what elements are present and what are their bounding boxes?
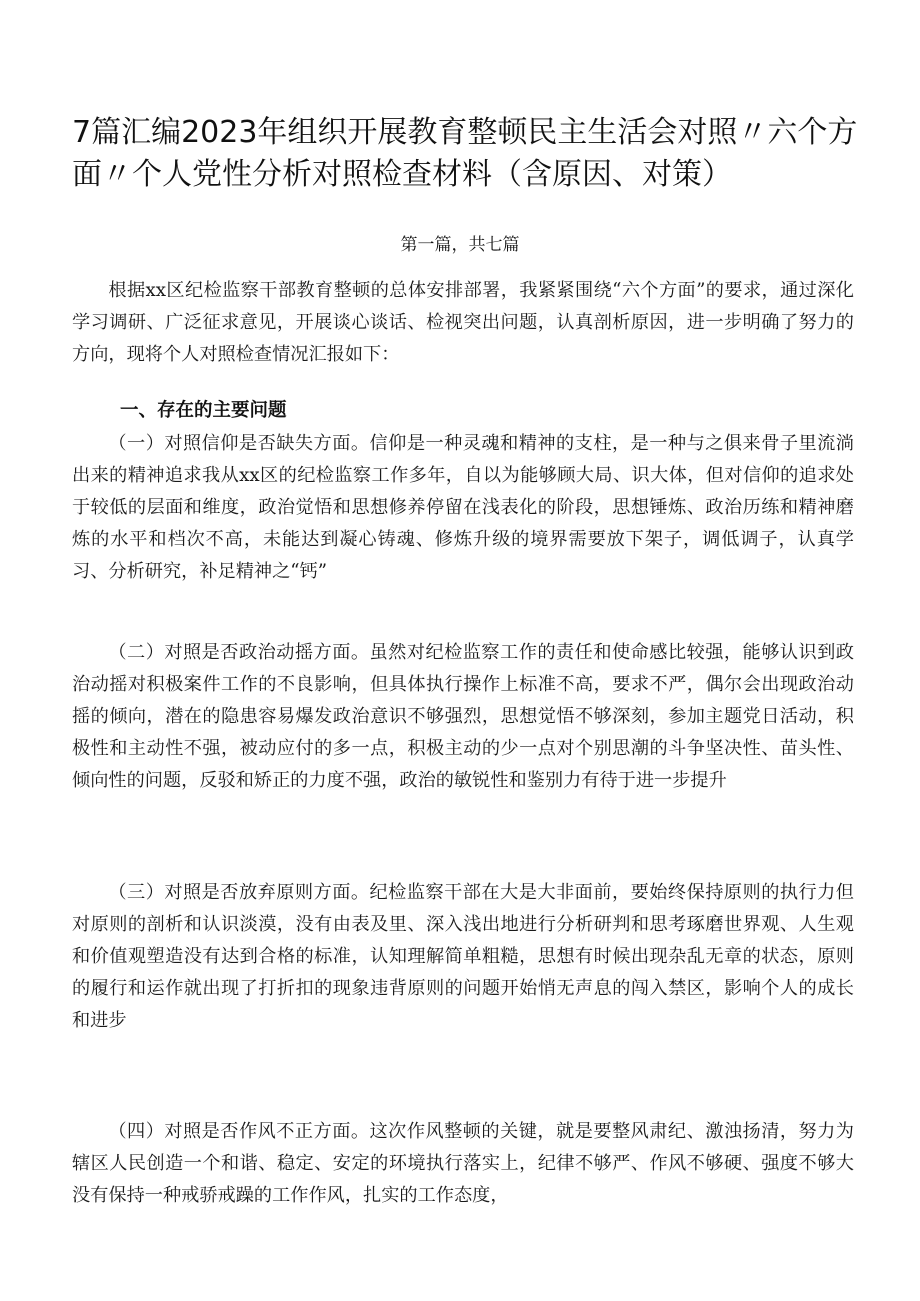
paragraph-item-2: （二）对照是否政治动摇方面。虽然对纪检监察工作的责任和使命感比较强，能够认识到政治动摇对积极案件工作的不良影响，但具体执行操作上标准不高，要求不严，偶尔会出现政治动摇的倾向，潜在的隐患容易爆发政治意识不够强烈，思想觉悟不够深刻，参加主题党日活动，积极性和主动性不强，被动应付的多一点，积极主动的少一点对个别思潮的斗争坚决性、苗头性、倾向性的问题，反驳和矫正的力度不强，政治的敏锐性和鉴别力有待于进一步提升 [72, 642, 854, 791]
document-title: 7篇汇编2023年组织开展教育整顿民主生活会对照〃六个方面〃个人党性分析对照检查材料（含原因、对策） [72, 115, 858, 192]
document-subtitle: 第一篇，共七篇 [400, 235, 520, 255]
section-heading: 一、存在的主要问题 [120, 400, 287, 421]
intro-paragraph: 根据xx区纪检监察干部教育整顿的总体安排部署，我紧紧围绕“六个方面”的要求，通过深化学习调研、广泛征求意见，开展谈心谈话、检视突出问题，认真剖析原因，进一步明确了努力的方向，现将个人对照检查情况汇报如下： [72, 280, 854, 365]
paragraph-item-3: （三）对照是否放弃原则方面。纪检监察干部在大是大非面前，要始终保持原则的执行力但对原则的剖析和认识淡漠，没有由表及里、深入浅出地进行分析研判和思考琢磨世界观、人生观和价值观塑造没有达到合格的标准，认知理解简单粗糙，思想有时候出现杂乱无章的状态，原则的履行和运作就出现了打折扣的现象违背原则的问题开始悄无声息的闯入禁区，影响个人的成长和进步 [72, 882, 854, 1031]
paragraph-item-4: （四）对照是否作风不正方面。这次作风整顿的关键，就是要整风肃纪、激浊扬清，努力为辖区人民创造一个和谐、稳定、安定的环境执行落实上，纪律不够严、作风不够硬、强度不够大没有保持一种戒骄戒躁的工作作风，扎实的工作态度， [72, 1121, 854, 1206]
paragraph-item-1: （一）对照信仰是否缺失方面。信仰是一种灵魂和精神的支柱，是一种与之俱来骨子里流淌出来的精神追求我从xx区的纪检监察工作多年，自以为能够顾大局、识大体，但对信仰的追求处于较低的层面和维度，政治觉悟和思想修养停留在浅表化的阶段，思想锤炼、政治历练和精神磨炼的水平和档次不高，未能达到凝心铸魂、修炼升级的境界需要放下架子，调低调子，认真学习、分析研究，补足精神之“钙” [72, 433, 854, 582]
